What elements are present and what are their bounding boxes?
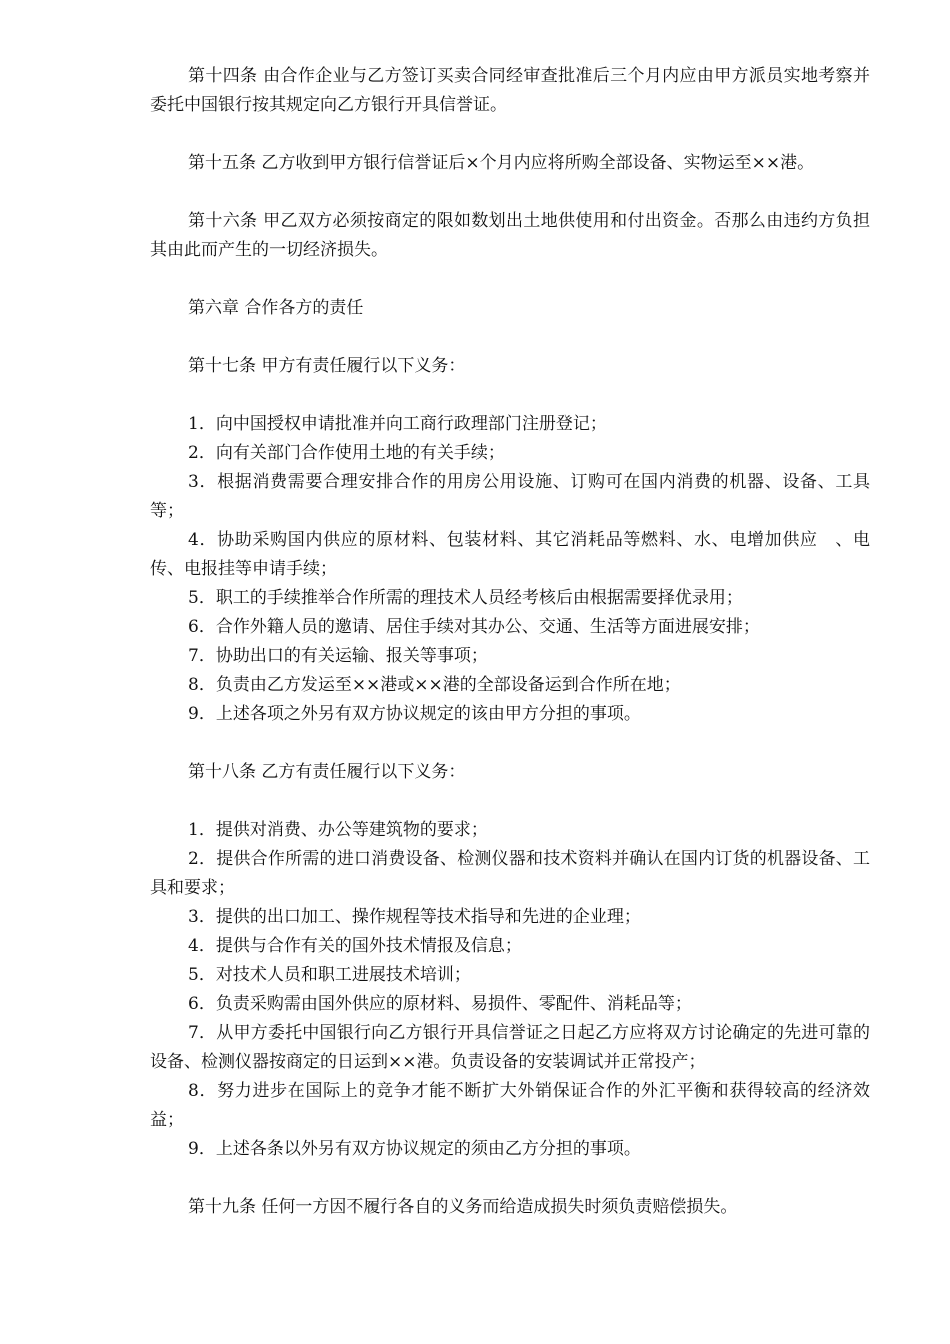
article-14: 第十四条 由合作企业与乙方签订买卖合同经审查批准后三个月内应由甲方派员实地考察并委托中国银行按其规定向乙方银行开具信誉证。 <box>150 66 870 115</box>
list-item: 4．协助采购国内供应的原材料、包装材料、其它消耗品等燃料、水、电增加供应 、电传、电报挂等申请手续； <box>150 530 870 579</box>
list-item: 1．向中国授权申请批准并向工商行政理部门注册登记； <box>188 414 607 434</box>
list-item: 9．上述各项之外另有双方协议规定的该由甲方分担的事项。 <box>188 704 641 724</box>
list-item: 8．努力进步在国际上的竞争才能不断扩大外销保证合作的外汇平衡和获得较高的经济效益； <box>150 1081 870 1130</box>
list-item: 7．协助出口的有关运输、报关等事项； <box>188 646 488 666</box>
article-16: 第十六条 甲乙双方必须按商定的限如数划出土地供使用和付出资金。否那么由违约方负担其由此而产生的一切经济损失。 <box>150 211 870 260</box>
list-item: 3．提供的出口加工、操作规程等技术指导和先进的企业理； <box>188 907 641 927</box>
list-item: 6．合作外籍人员的邀请、居住手续对其办公、交通、生活等方面进展安排； <box>188 617 760 637</box>
article-17: 第十七条 甲方有责任履行以下义务： <box>188 356 466 376</box>
article-17-list <box>150 410 870 729</box>
list-item: 7．从甲方委托中国银行向乙方银行开具信誉证之日起乙方应将双方讨论确定的先进可靠的设备、检测仪器按商定的日运到××港。负责设备的安装调试并正常投产； <box>150 1023 870 1072</box>
list-item: 4．提供与合作有关的国外技术情报及信息； <box>188 936 522 956</box>
list-item: 3．根据消费需要合理安排合作的用房公用设施、订购可在国内消费的机器、设备、工具等； <box>150 472 870 521</box>
article-15: 第十五条 乙方收到甲方银行信誉证后×个月内应将所购全部设备、实物运至××港。 <box>188 153 815 173</box>
list-item: 5．对技术人员和职工进展技术培训； <box>188 965 471 985</box>
list-item: 6．负责采购需由国外供应的原材料、易损件、零配件、消耗品等； <box>188 994 692 1014</box>
list-item: 9．上述各条以外另有双方协议规定的须由乙方分担的事项。 <box>188 1139 641 1159</box>
list-item: 2．提供合作所需的进口消费设备、检测仪器和技术资料并确认在国内订货的机器设备、工具和要求； <box>150 849 870 898</box>
article-18: 第十八条 乙方有责任履行以下义务： <box>188 762 466 782</box>
list-item: 2．向有关部门合作使用土地的有关手续； <box>188 443 505 463</box>
chapter-6-heading: 第六章 合作各方的责任 <box>188 298 364 318</box>
list-item: 1．提供对消费、办公等建筑物的要求； <box>188 820 488 840</box>
article-19: 第十九条 任何一方因不履行各自的义务而给造成损失时须负责赔偿损失。 <box>188 1197 738 1217</box>
list-item: 5．职工的手续推举合作所需的理技术人员经考核后由根据需要择优录用； <box>188 588 743 608</box>
document-page <box>150 62 870 1222</box>
list-item: 8．负责由乙方发运至××港或××港的全部设备运到合作所在地； <box>188 675 681 695</box>
article-18-list <box>150 816 870 1164</box>
